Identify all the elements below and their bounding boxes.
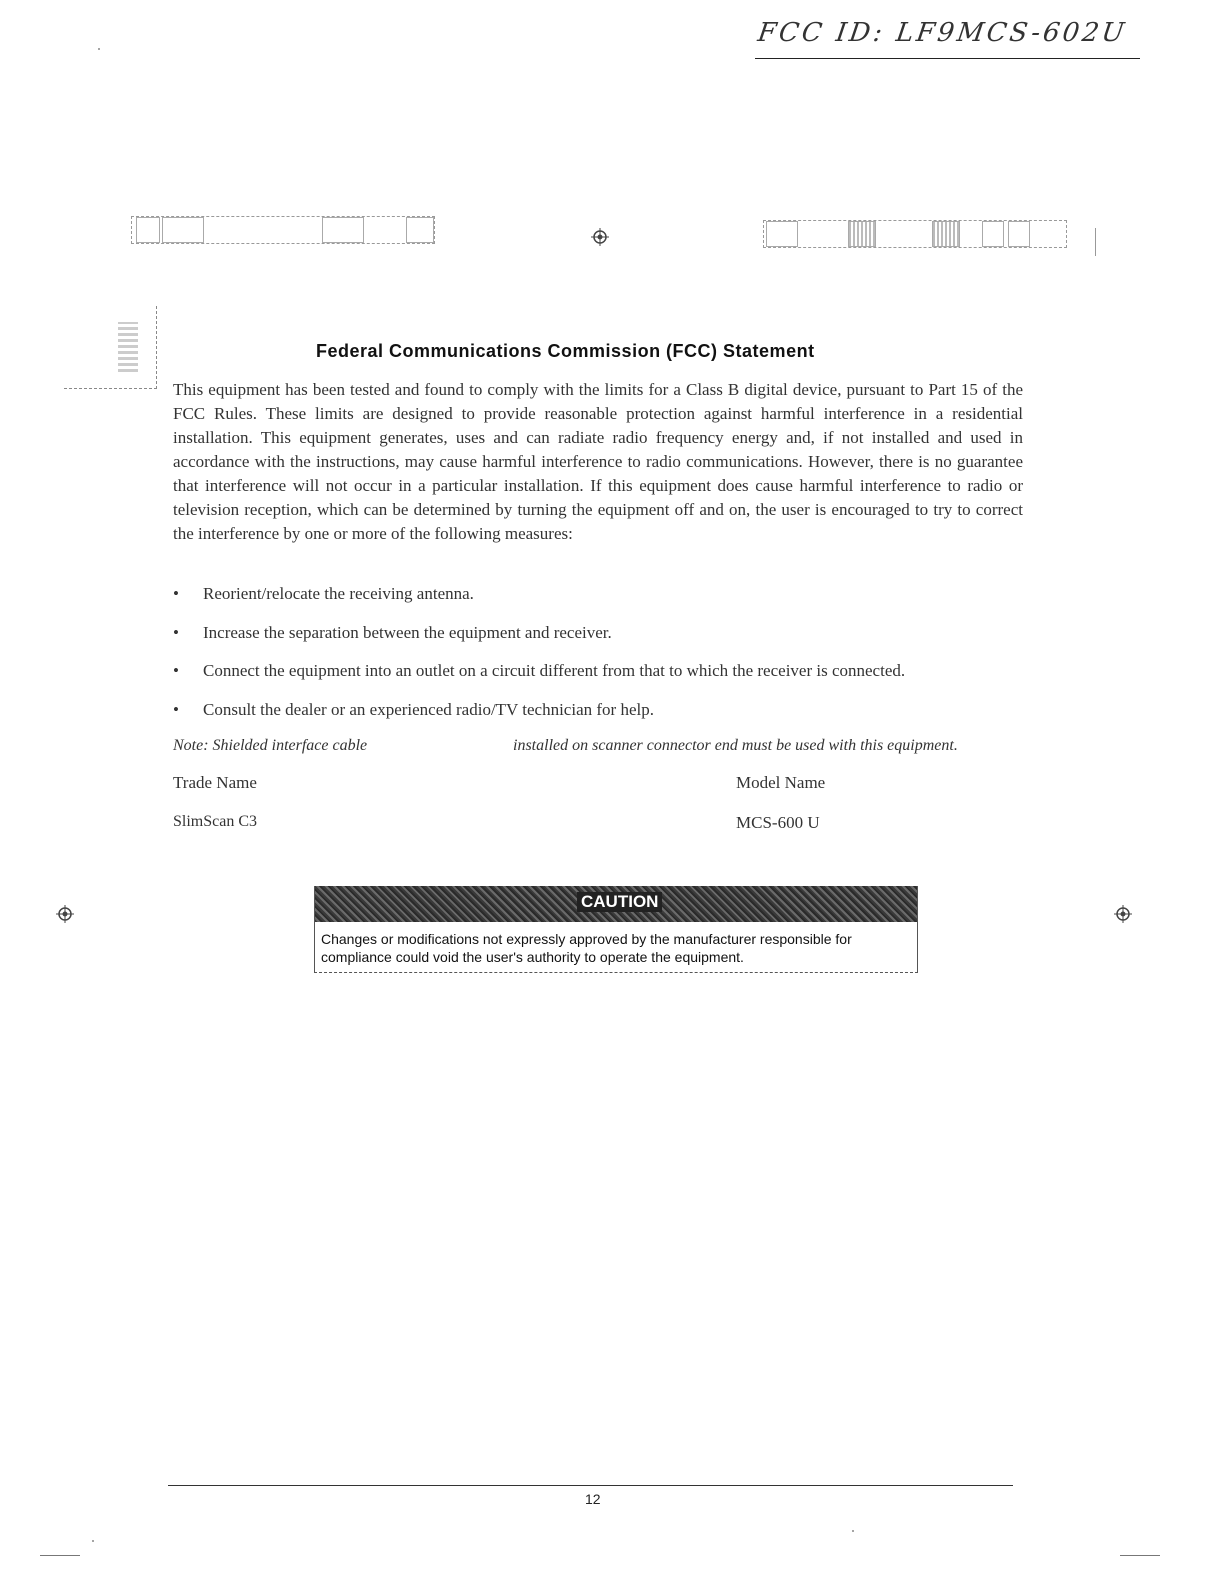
trade-name-value: SlimScan C3 (173, 813, 258, 830)
page-number: 12 (585, 1491, 601, 1507)
caution-box (314, 886, 918, 973)
scan-speck (92, 1540, 94, 1542)
list-item: • Consult the dealer or an experienced radio/TV technician for help. (173, 698, 1033, 737)
scan-speck (852, 1530, 854, 1532)
scan-thumbnail (64, 306, 157, 389)
registration-mark-top-icon (591, 228, 609, 246)
list-item: • Connect the equipment into an outlet on a circuit different from that to which the receiver is connected. (173, 659, 1033, 698)
registration-mark-left-icon (56, 905, 74, 923)
footer-rule (168, 1485, 1013, 1486)
measures-list (173, 582, 1033, 736)
handwritten-fcc-id: FCC ID: LF9MCS-602U (755, 18, 1129, 48)
scan-strip-left (131, 216, 435, 244)
page-title: Federal Communications Commission (FCC) Statement (316, 341, 815, 361)
scan-strip-right (763, 220, 1067, 248)
margin-mark-right (1095, 228, 1096, 256)
note-right: installed on scanner connector end must be used with this equipment. (513, 737, 958, 754)
model-name-label: Model Name (736, 773, 826, 792)
corner-mark-bottom-right (1120, 1555, 1160, 1556)
fcc-statement-body: This equipment has been tested and found to comply with the limits for a Class B digital device, pursuant to Part 15 of the FCC Rules. These limits are designed to provide reasonable protection against harmful interference in a residential installation. This equipment generates, uses and can radiate radio frequency energy and, if not installed and used in accordance with the instructions, may cause harmful interference to radio communications. However, there is no guarantee that interference will not occur in a particular installation. If this equipment does cause harmful interference to radio or television reception, which can be determined by turning the equipment off and on, the user is encouraged to try to correct the interference by one or more of the following measures: (173, 380, 1023, 543)
handwritten-underline (755, 58, 1140, 59)
scan-speck (98, 48, 100, 50)
list-item: • Reorient/relocate the receiving antenna. (173, 582, 1033, 621)
registration-mark-right-icon (1114, 905, 1132, 923)
list-item: • Increase the separation between the equipment and receiver. (173, 621, 1033, 660)
trade-name-label: Trade Name (173, 773, 257, 792)
caution-header (315, 886, 917, 922)
note-left: Note: Shielded interface cable (173, 737, 368, 754)
model-name-value: MCS-600 U (736, 813, 820, 832)
caution-text: Changes or modifications not expressly approved by the manufacturer responsible for compliance could void the user's authority to operate the equipment. (321, 931, 852, 965)
caution-title: CAUTION (577, 892, 662, 912)
corner-mark-bottom-left (40, 1555, 80, 1556)
